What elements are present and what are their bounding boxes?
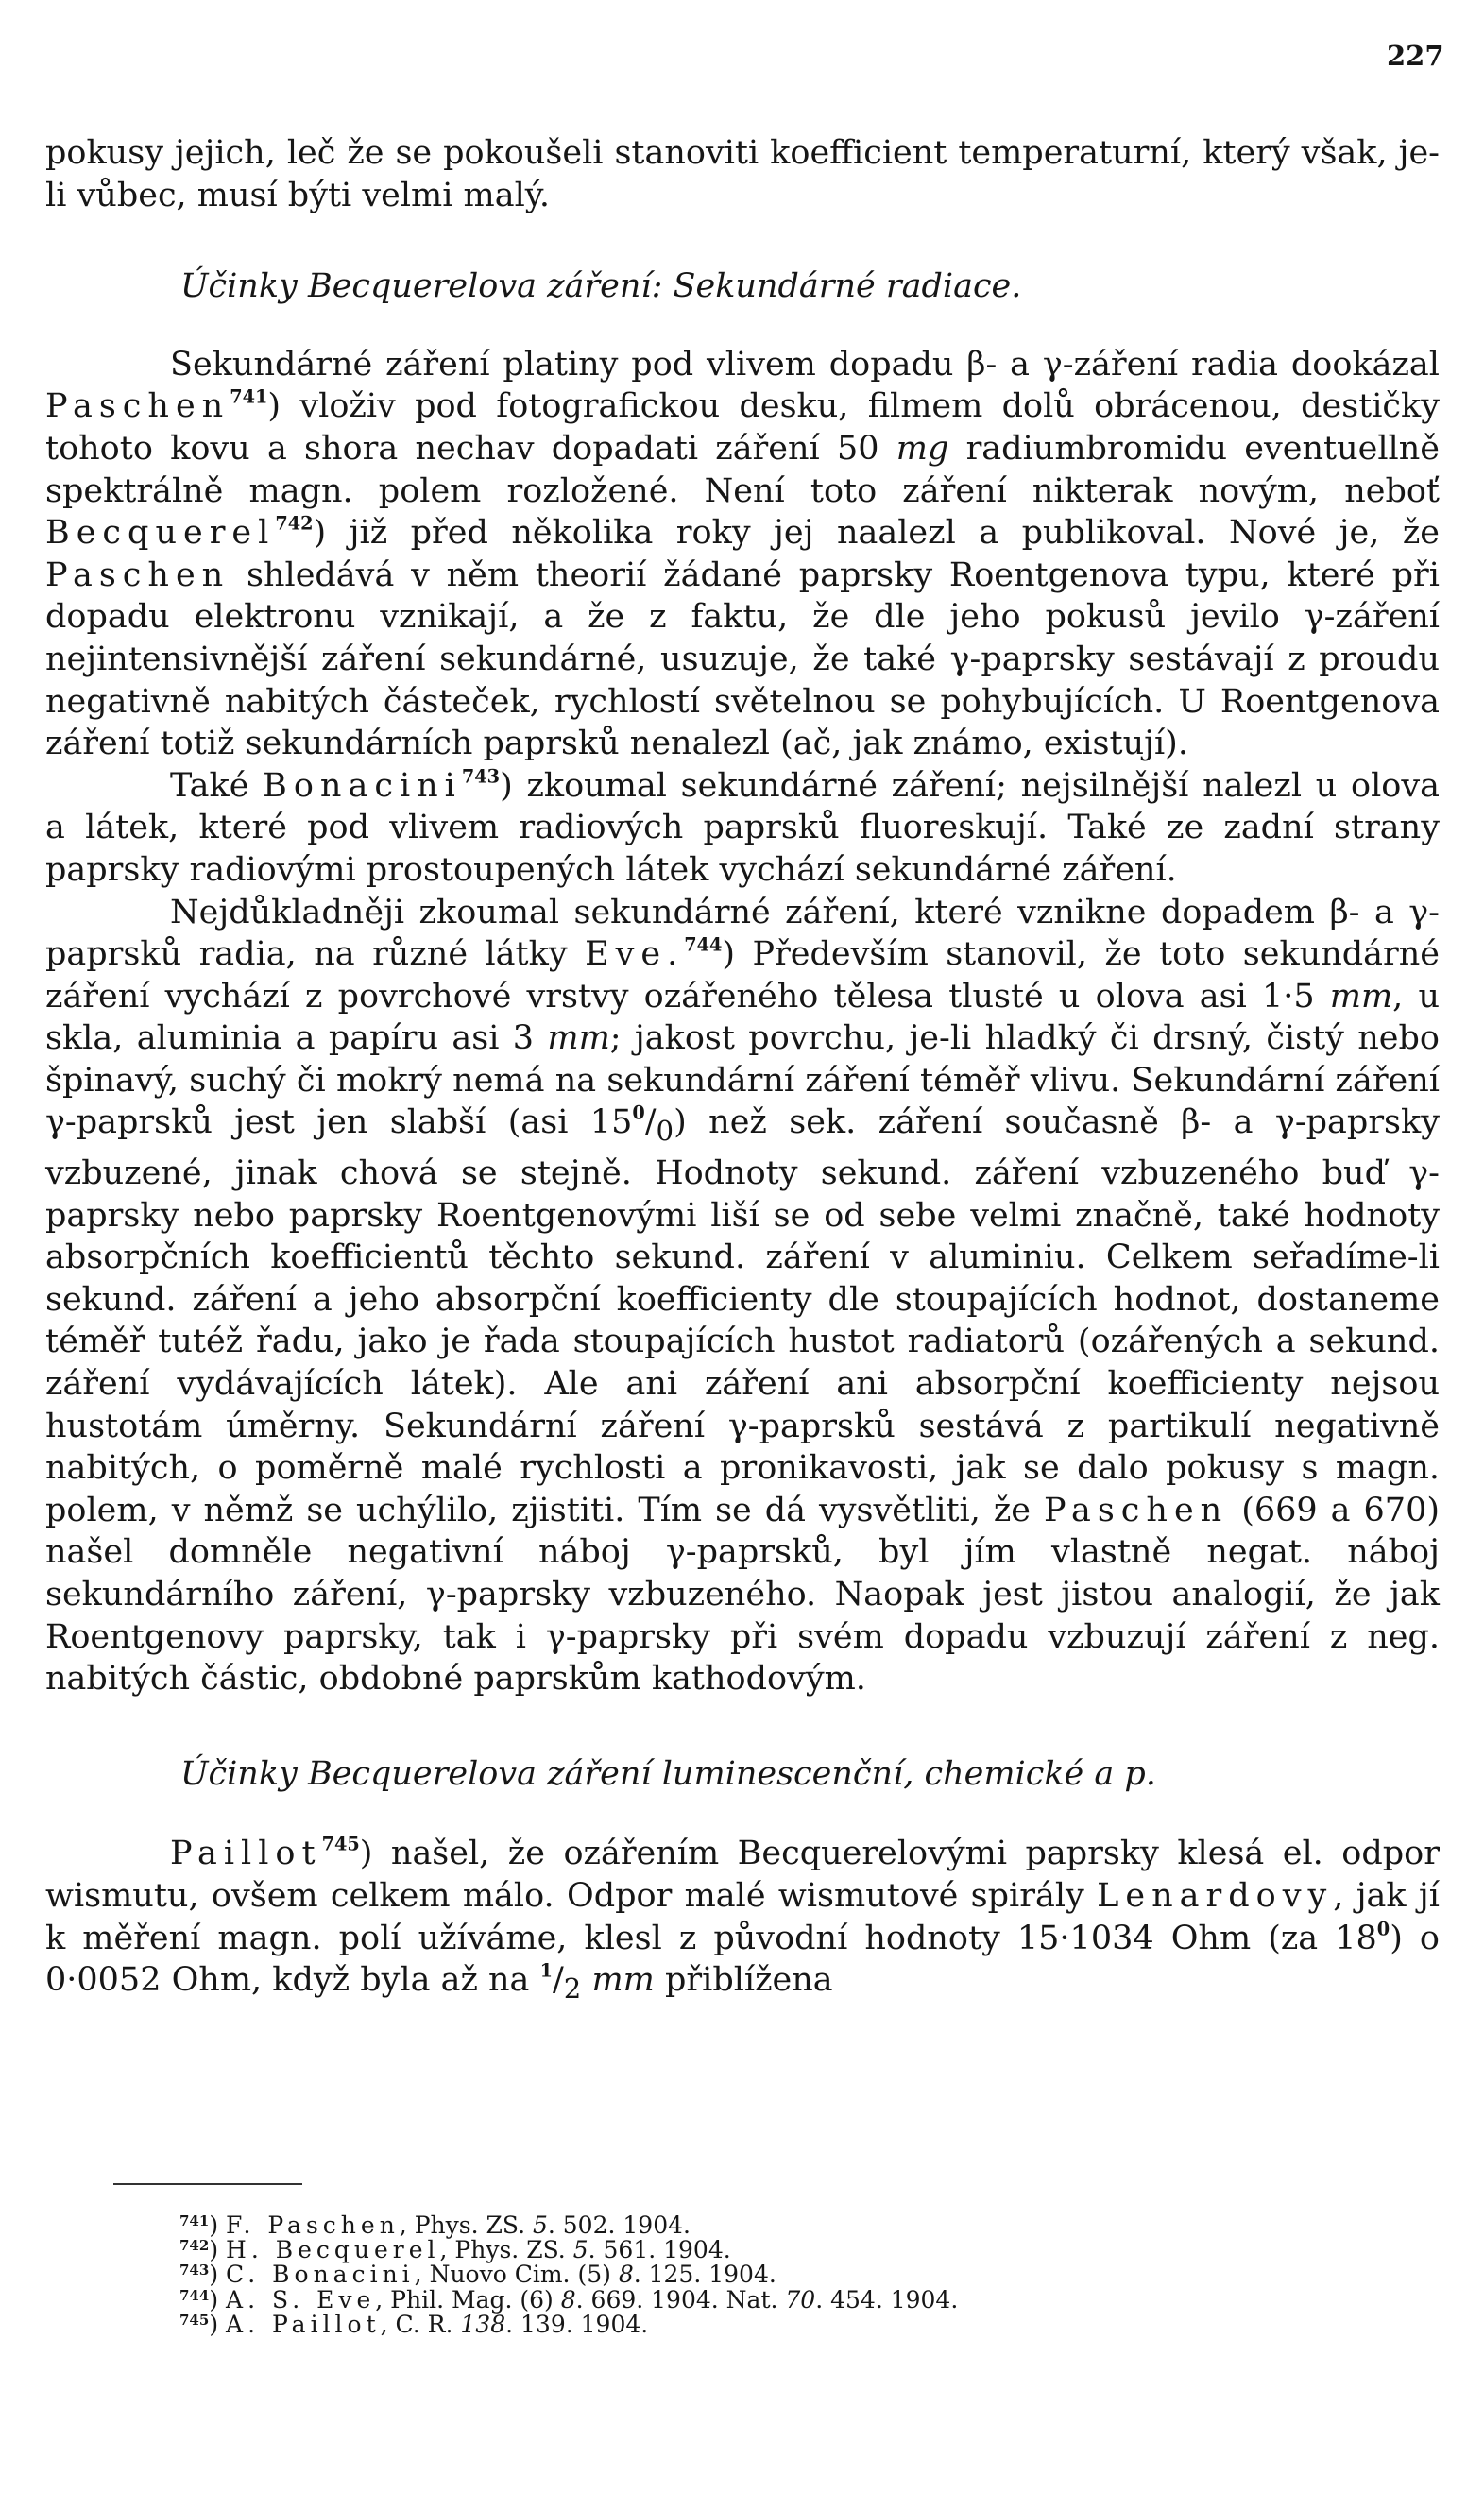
author-name: Lenardovy (1097, 1876, 1334, 1915)
footnote: $^{743}$) C. Bonacini, Nuovo Cim. (5) 8. 125. 1904. (179, 2261, 776, 2289)
footnote-ref: 744 (684, 933, 723, 956)
section-heading-secondary-radiation: Účinky Becquerelova záření: Sekundárné radiace. (180, 267, 1022, 306)
footnote: $^{744}$) A. S. Eve, Phil. Mag. (6) 8. 669. 1904. Nat. 70. 454. 1904. (179, 2285, 959, 2314)
footnote-ref: 741 (230, 385, 268, 408)
author-name: Eve. (585, 935, 685, 974)
author-name: Bonacini (263, 766, 462, 805)
footnote-ref: 742 (275, 512, 314, 535)
paragraph-bonacini: Také Bonacini$^{743}$) zkoumal sekundárné záření; nejsilnější nalezl u olova a látek, které pod vlivem radiových paprsků fluoreskují. Také ze zadní strany paprsky radiovými prostoupených látek vychází sekundárné záření. (45, 765, 1440, 889)
footnotes (179, 2213, 958, 2337)
body-text (45, 132, 1440, 2010)
section-heading-luminescence: Účinky Becquerelova záření luminescenční, chemické a p. (180, 1754, 1156, 1793)
footnote-ref: 743 (461, 765, 501, 788)
footnote: $^{742}$) H. Becquerel, Phys. ZS. 5. 561. 1904. (179, 2236, 731, 2264)
paragraph-continuation: pokusy jejich, leč že se pokoušeli stanoviti koefficient temperaturní, který však, je-li vůbec, musí býti velmi malý. (45, 134, 1440, 214)
paragraph-eve: Nejdůkladněji zkoumal sekundárné záření, které vznikne dopadem β- a γ-paprsků radia, na různé látky Eve.$^{744}$) Především stanovil, že toto sekundárné záření vychází z povrchové vrstvy ozářeného tělesa tlusté u olova asi 1·5 mm, u skla, aluminia a papíru asi 3 mm; jakost povrchu, je-li hladký či drsný, čistý nebo špinavý, suchý či mokrý nemá na sekundární záření téměř vlivu. Sekundární záření γ-paprsků jest jen slabší (asi $15^0/_0$) než sek. záření současně β- a γ-paprsky vzbuzené, jinak chová se stejně. Hodnoty sekund. záření vzbuzeného buď γ-paprsky nebo paprsky Roentgenovými liší se od sebe velmi značně, také hodnoty absorpčních koefficientů těchto sekund. záření v aluminiu. Celkem seřadíme-li sekund. záření a jeho absorpční koefficienty dle stoupajících hodnot, dostaneme téměř tutéž řadu, jako je řada stoupajících hustot radiatorů (ozářených a sekund. záření vydávajících látek). Ale ani záření ani absorpční koefficienty nejsou hustotám úměrny. Sekundární záření γ-paprsků sestává z partikulí negativně nabitých, o poměrně malé rychlosti a pronikavosti, jak se dalo pokusy s magn. polem, v němž se uchýlilo, zjistiti. Tím se dá vysvětliti, že Paschen (669 a 670) našel domněle negativní náboj γ-paprsků, byl jím vlastně negat. náboj sekundárního záření, γ-paprsky vzbuzeného. Naopak jest jistou analogií, že jak Roentgenovy paprsky, tak i γ-paprsky při svém dopadu vzbuzují záření z neg. nabitých částic, obdobné paprskům kathodovým. (45, 893, 1441, 1699)
page-number: 227 (1387, 40, 1444, 72)
author-name: Becquerel (45, 514, 276, 553)
author-name: Paschen (45, 387, 230, 426)
author-name: Paschen (45, 555, 230, 594)
author-name: Paillot (170, 1835, 322, 1873)
paragraph-paschen: Sekundárné záření platiny pod vlivem dopadu β- a γ-záření radia dookázal Paschen$^{741}$) vloživ pod fotografickou desku, filmem dolů obrácenou, destičky tohoto kovu a shora nechav dopadati záření 50 mg radiumbromidu eventuellně spektrálně magn. polem rozložené. Není toto záření nikterak novým, neboť Becquerel$^{742}$) již před několika roky jej naalezl a publikoval. Nové je, že Paschen shledává v něm theorií žádané paprsky Roentgenova typu, které při dopadu elektronu vznikají, a že z faktu, že dle jeho pokusů jevilo γ-záření nejintensivnější záření sekundárné, usuzuje, že také γ-paprsky sestávají z proudu negativně nabitých částeček, rychlostí světelnou se pohybujících. U Roentgenova záření totiž sekundárních paprsků nenalezl (ač, jak známo, existují). (45, 345, 1440, 763)
footnote-ref: 745 (321, 1833, 360, 1855)
footnote: $^{741}$) F. Paschen, Phys. ZS. 5. 502. 1904. (179, 2211, 691, 2239)
footnote: $^{745}$) A. Paillot, C. R. 138. 139. 1904. (179, 2310, 649, 2338)
footnote-divider (113, 2183, 302, 2185)
author-name: Paschen (1044, 1491, 1229, 1529)
paragraph-paillot: Paillot$^{745}$) našel, že ozářením Becquerelovými paprsky klesá el. odpor wismutu, ovšem celkem málo. Odpor malé wismutové spirály Lenardovy, jak jí k měření magn. polí užíváme, klesl z původní hodnoty 15·1034 Ohm (za $18^0$) o 0·0052 Ohm, když byla až na $^1/_2$ mm přiblížena (45, 1833, 1440, 2006)
